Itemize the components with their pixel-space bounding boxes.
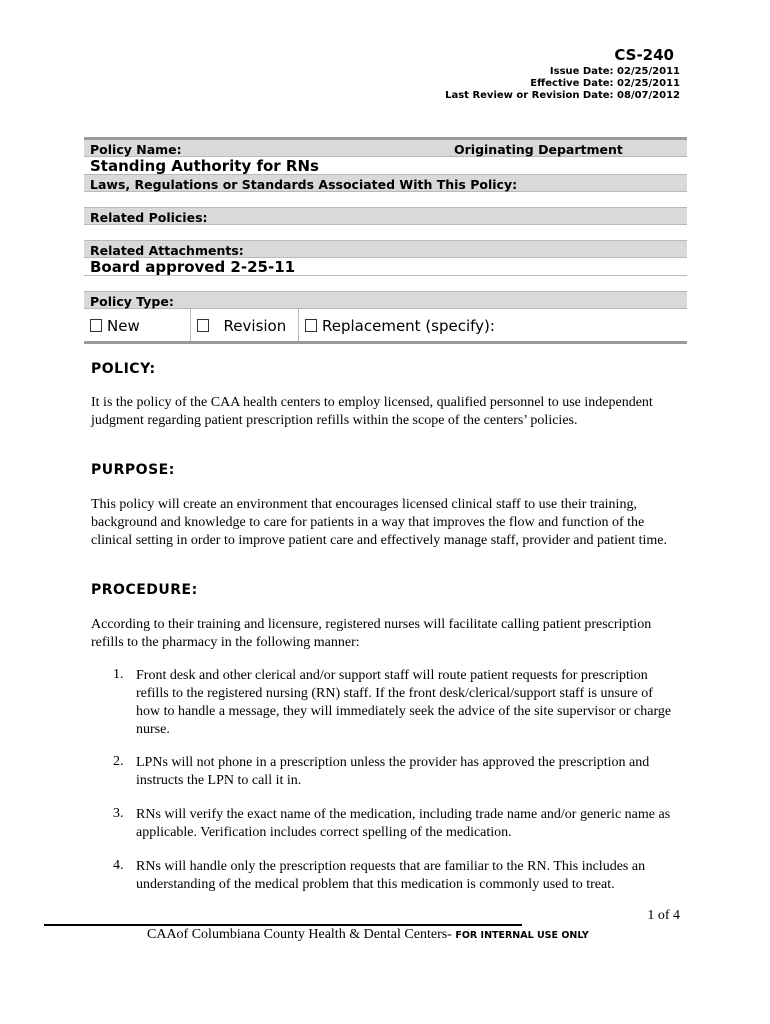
spacer-row (84, 276, 687, 292)
type-revision-label: Revision (223, 317, 287, 335)
laws-value (84, 192, 687, 208)
procedure-item-number: 2. (113, 754, 124, 769)
checkbox-icon[interactable] (305, 319, 317, 332)
policy-text: It is the policy of the CAA health centers to employ licensed, qualified personnel to use independent judgment regarding patient prescription refills within the scope of the centers’ policies. (91, 395, 653, 428)
issue-date: Issue Date: 02/25/2011 (549, 66, 680, 77)
procedure-item-number: 3. (113, 806, 124, 821)
document-id: CS-240 (614, 46, 674, 64)
footer-text (147, 927, 589, 943)
review-date: Last Review or Revision Date: 08/07/2012 (445, 90, 680, 101)
type-replacement-option[interactable] (299, 309, 687, 341)
procedure-item: LPNs will not phone in a prescription unless the provider has approved the prescription and instructs the LPN to call it in. (136, 755, 650, 788)
policy-name-label: Policy Name: (90, 142, 182, 157)
page-number: 1 of 4 (647, 908, 680, 923)
type-revision-option[interactable] (191, 309, 299, 341)
related-policies-value (84, 225, 687, 241)
related-attachments-value: Board approved 2-25-11 (84, 258, 687, 276)
laws-label: Laws, Regulations or Standards Associated With This Policy: (84, 175, 687, 192)
effective-date: Effective Date: 02/25/2011 (530, 78, 680, 89)
procedure-item: RNs will verify the exact name of the medication, including trade name and/or generic name as applicable. Verification includes correct spelling of the medication. (136, 807, 671, 840)
policy-name-value: Standing Authority for RNs (84, 157, 687, 175)
procedure-item: RNs will handle only the prescription requests that are familiar to the RN. This includes an understanding of the medical problem that this medication is commonly used to treat. (136, 859, 646, 892)
purpose-heading: PURPOSE: (91, 462, 175, 478)
purpose-text: This policy will create an environment that encourages licensed clinical staff to use their training, background and knowledge to care for patients in a way that improves the flow and function of the clinical setting in order to improve patient care and effectively manage staff, provider and patient time. (91, 497, 667, 548)
originating-department-label: Originating Department (454, 142, 623, 157)
footer-org: CAAof Columbiana County Health & Dental Centers- (147, 927, 456, 942)
type-new-option[interactable] (84, 309, 191, 341)
policy-info-table (84, 137, 687, 344)
procedure-item: Front desk and other clerical and/or support staff will route patient requests for prescription refills to the registered nursing (RN) staff. If the front desk/clerical/support staff is unsure of how to handle a message, they will immediately seek the advice of the site supervisor or charge nurse. (136, 668, 672, 737)
procedure-item-number: 1. (113, 667, 124, 682)
procedure-intro: According to their training and licensure, registered nurses will facilitate calling patient prescription refills to the pharmacy in the following manner: (91, 617, 652, 650)
type-new-label: New (107, 317, 140, 335)
footer-internal-note: FOR INTERNAL USE ONLY (455, 930, 589, 941)
footer-divider (44, 924, 522, 926)
policy-type-label: Policy Type: (84, 292, 687, 309)
checkbox-icon[interactable] (197, 319, 209, 332)
related-attachments-label: Related Attachments: (84, 241, 687, 258)
procedure-heading: PROCEDURE: (91, 582, 198, 598)
policy-name-label-row (84, 140, 687, 157)
checkbox-icon[interactable] (90, 319, 102, 332)
related-policies-label: Related Policies: (84, 208, 687, 225)
policy-heading: POLICY: (91, 361, 156, 377)
procedure-item-number: 4. (113, 858, 124, 873)
type-replacement-label: Replacement (specify): (322, 317, 495, 335)
policy-type-options (84, 309, 687, 341)
